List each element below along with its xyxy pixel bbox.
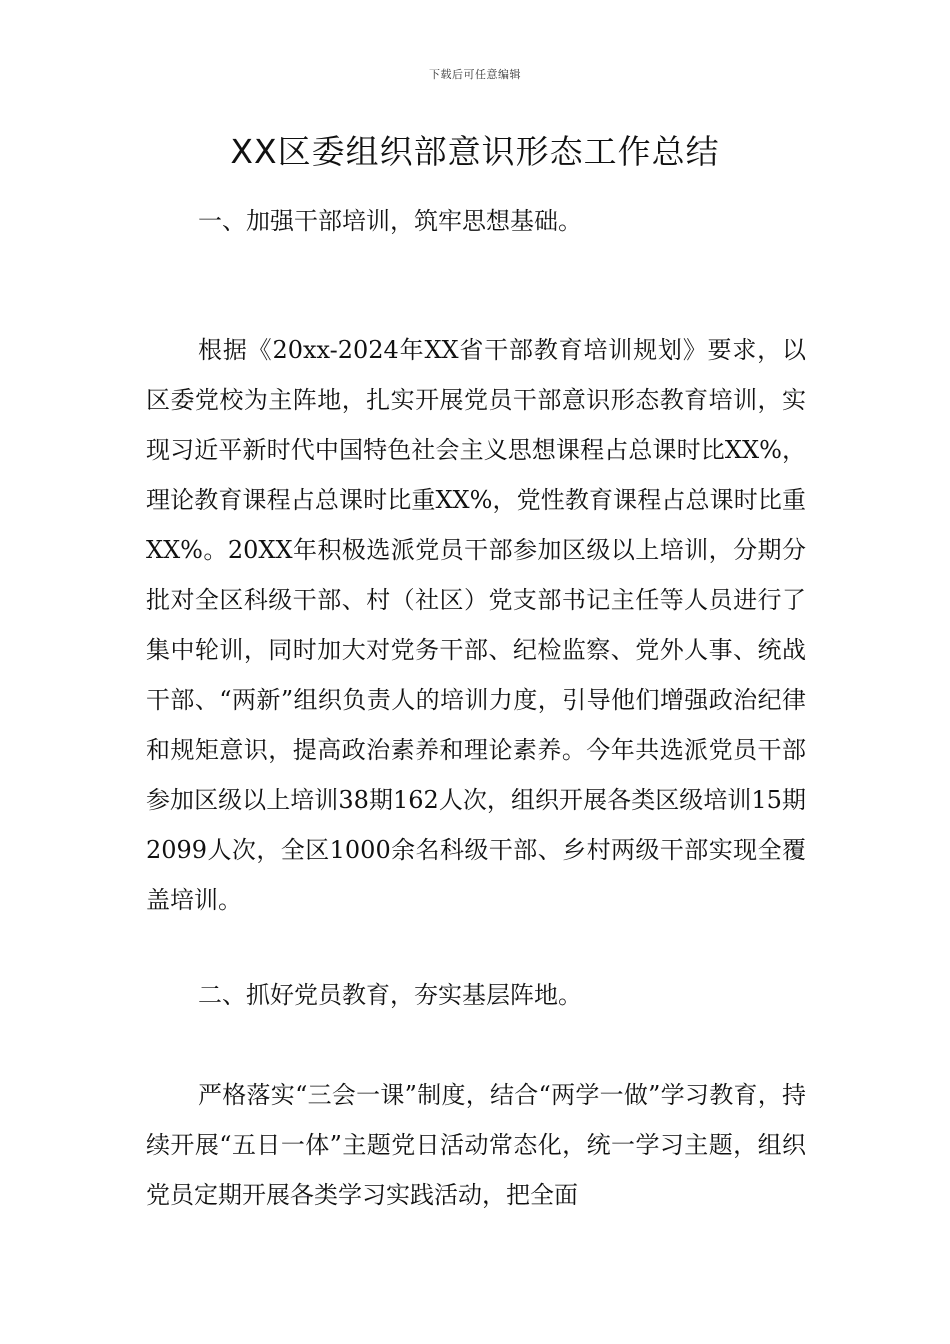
section-paragraph-2: 严格落实“三会一课”制度，结合“两学一做”学习教育，持续开展“五日一体”主题党日活动常态化，统一学习主题，组织党员定期开展各类学习实践活动，把全面 [146, 1081, 806, 1209]
download-note: 下载后可任意编辑 [429, 68, 521, 81]
section-heading-2: 二、抓好党员教育，夯实基层阵地。 [198, 981, 582, 1009]
section-paragraph-1: 根据《20xx-2024年XX省干部教育培训规划》要求，以区委党校为主阵地，扎实开展党员干部意识形态教育培训，实现习近平新时代中国特色社会主义思想课程占总课时比XX%，理论教育课程占总课时比重XX%，党性教育课程占总课时比重XX%。20XX年积极选派党员干部参加区级以上培训，分期分批对全区科级干部、村（社区）党支部书记主任等人员进行了集中轮训，同时加大对党务干部、纪检监察、党外人事、统战干部、“两新”组织负责人的培训力度，引导他们增强政治纪律和规矩意识，提高政治素养和理论素养。今年共选派党员干部参加区级以上培训38期162人次，组织开展各类区级培训15期2099人次，全区1000余名科级干部、乡村两级干部实现全覆盖培训。 [146, 336, 806, 914]
page-title: XX区委组织部意识形态工作总结 [230, 132, 720, 171]
section-heading-1: 一、加强干部培训，筑牢思想基础。 [198, 207, 582, 235]
